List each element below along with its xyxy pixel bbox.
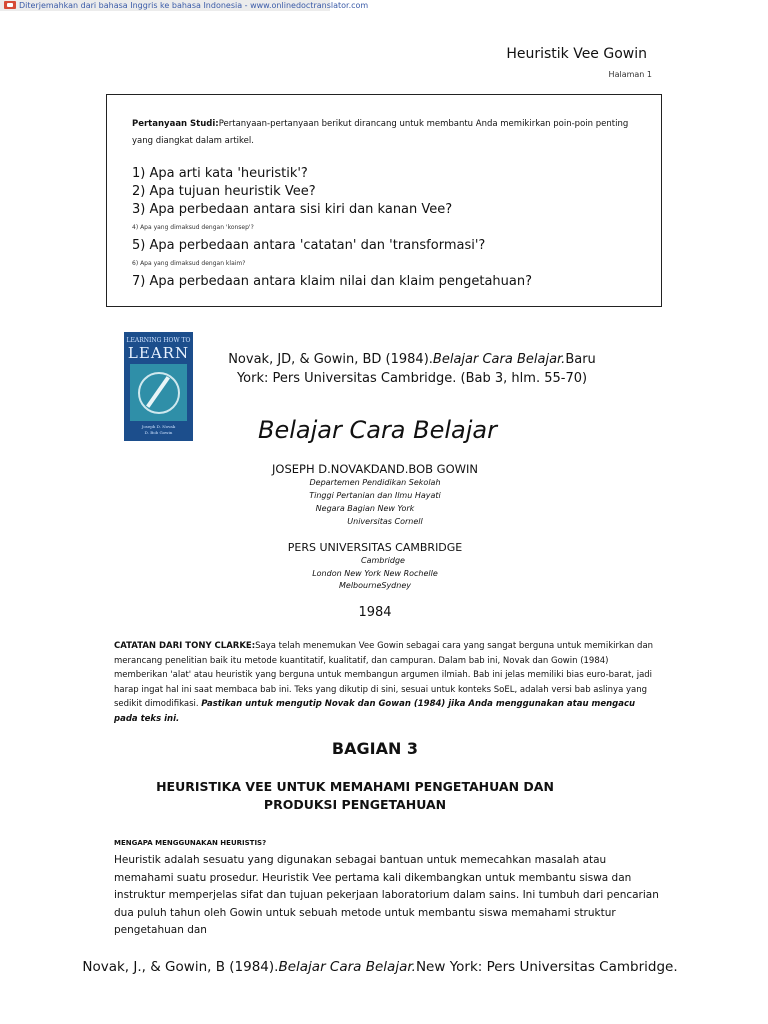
chapter-title-line: HEURISTIKA VEE UNTUK MEMAHAMI PENGETAHUAN DAN [156, 779, 554, 794]
cover-subtitle: LEARNING HOW TO [126, 337, 191, 344]
reference-rest: Baru [565, 352, 596, 367]
chapter-title [150, 778, 560, 814]
pdf-icon [4, 1, 16, 9]
study-questions-box [106, 94, 662, 307]
note-text: Saya telah menemukan Vee Gowin sebagai cara yang sangat berguna untuk memikirkan dan merancang penelitian baik itu metode kuantitatif, kualitatif, dan campuran. Dalam bab ini, Novak dan Gowin (1984) memberikan 'alat' atau heuristik yang berguna untuk membangun argumen ilmiah. Bab ini jelas memiliki bias euro-barat, jadi harap ingat hal ini saat membaca bab ini. Teks yang dikutip di sini, sesuai untuk konteks SoEL, adalah versi bab aslinya yang sedikit dimodifikasi. [114, 641, 654, 709]
study-questions-intro [132, 116, 632, 150]
footer-rest: New York: Pers Universitas Cambridge. [415, 959, 678, 975]
translator-banner[interactable] [0, 0, 369, 11]
section-body: Heuristik adalah sesuatu yang digunakan sebagai bantuan untuk memecahkan masalah atau memahami suatu prosedur. Heuristik Vee pertama kali dikembangkan untuk membantu siswa dan instruktur memperjelas sifat dan tujuan pekerjaan laboratorium dalam sains. Ini tumbuh dari pencarian dua puluh tahun oleh Gowin untuk sebuah metode untuk membantu siswa memahami struktur pengetahuan dan [114, 854, 659, 936]
reference-line-2: York: Pers Universitas Cambridge. (Bab 3, hlm. 55-70) [236, 371, 588, 386]
banner-text[interactable]: Diterjemahkan dari bahasa Inggris ke bahasa Indonesia - www.onlinedoctranslator.com [19, 1, 369, 10]
chapter-title-line: PRODUKSI PENGETAHUAN [263, 797, 447, 812]
question-item: 6) Apa yang dimaksud dengan klaim? [132, 260, 246, 267]
reference-line-1 [202, 350, 622, 369]
reference-book-title: Belajar Cara Belajar. [432, 352, 566, 367]
question-item: 7) Apa perbedaan antara klaim nilai dan klaim pengetahuan? [132, 274, 533, 289]
question-item: 5) Apa perbedaan antara 'catatan' dan 'transformasi'? [132, 238, 486, 253]
question-item: 1) Apa arti kata 'heuristik'? [132, 166, 308, 181]
section-heading: MENGAPA MENGGUNAKAN HEURISTIS? [114, 839, 267, 847]
department-line: Tinggi Pertanian dan Ilmu Hayati [309, 491, 441, 500]
department-line: Departemen Pendidikan Sekolah [309, 478, 441, 487]
chapter-label: BAGIAN 3 [331, 739, 419, 758]
publisher: PERS UNIVERSITAS CAMBRIDGE [287, 541, 463, 554]
cover-author: Joseph D. Novak [141, 424, 176, 429]
note-emphasis: Pastikan untuk mengutip Novak dan Gowan (1984) jika Anda menggunakan atau mengacu pada teks ini. [114, 699, 636, 724]
department-line: Universitas Cornell [347, 517, 423, 526]
cover-illustration [130, 364, 187, 421]
study-questions-text: Pertanyaan-pertanyaan berikut dirancang untuk membantu Anda memikirkan poin-poin penting yang diangkat dalam artikel. [132, 119, 629, 146]
question-item: 2) Apa tujuan heuristik Vee? [132, 184, 316, 199]
publisher-city: Cambridge [361, 556, 405, 565]
study-questions-label: Pertanyaan Studi: [132, 119, 219, 129]
editor-note [114, 639, 659, 726]
document-title: Heuristik Vee Gowin [506, 46, 647, 62]
publisher-city: London New York New Rochelle [312, 569, 438, 578]
footer-authors: Novak, J., & Gowin, B (1984). [82, 959, 279, 975]
book-reference [202, 350, 622, 388]
cover-author: D. Bob Gowin [144, 430, 173, 435]
note-label: CATATAN DARI TONY CLARKE: [114, 641, 256, 651]
department-line: Negara Bagian New York [315, 504, 415, 513]
cover-authors [124, 424, 193, 436]
question-item: 4) Apa yang dimaksud dengan 'konsep'? [132, 224, 254, 231]
page-number: Halaman 1 [608, 70, 652, 79]
publication-year: 1984 [358, 605, 392, 620]
reference-authors: Novak, JD, & Gowin, BD (1984). [228, 352, 433, 367]
book-title: Belajar Cara Belajar [258, 416, 497, 444]
publisher-city: MelbourneSydney [339, 581, 411, 590]
footer-citation [0, 959, 760, 975]
book-cover-image [124, 332, 193, 441]
question-item: 3) Apa perbedaan antara sisi kiri dan kanan Vee? [132, 202, 453, 217]
footer-book-title: Belajar Cara Belajar. [278, 959, 416, 975]
book-authors: JOSEPH D.NOVAKDAND.BOB GOWIN [272, 462, 478, 476]
cover-title: LEARN [127, 344, 190, 362]
question-list [132, 165, 652, 291]
